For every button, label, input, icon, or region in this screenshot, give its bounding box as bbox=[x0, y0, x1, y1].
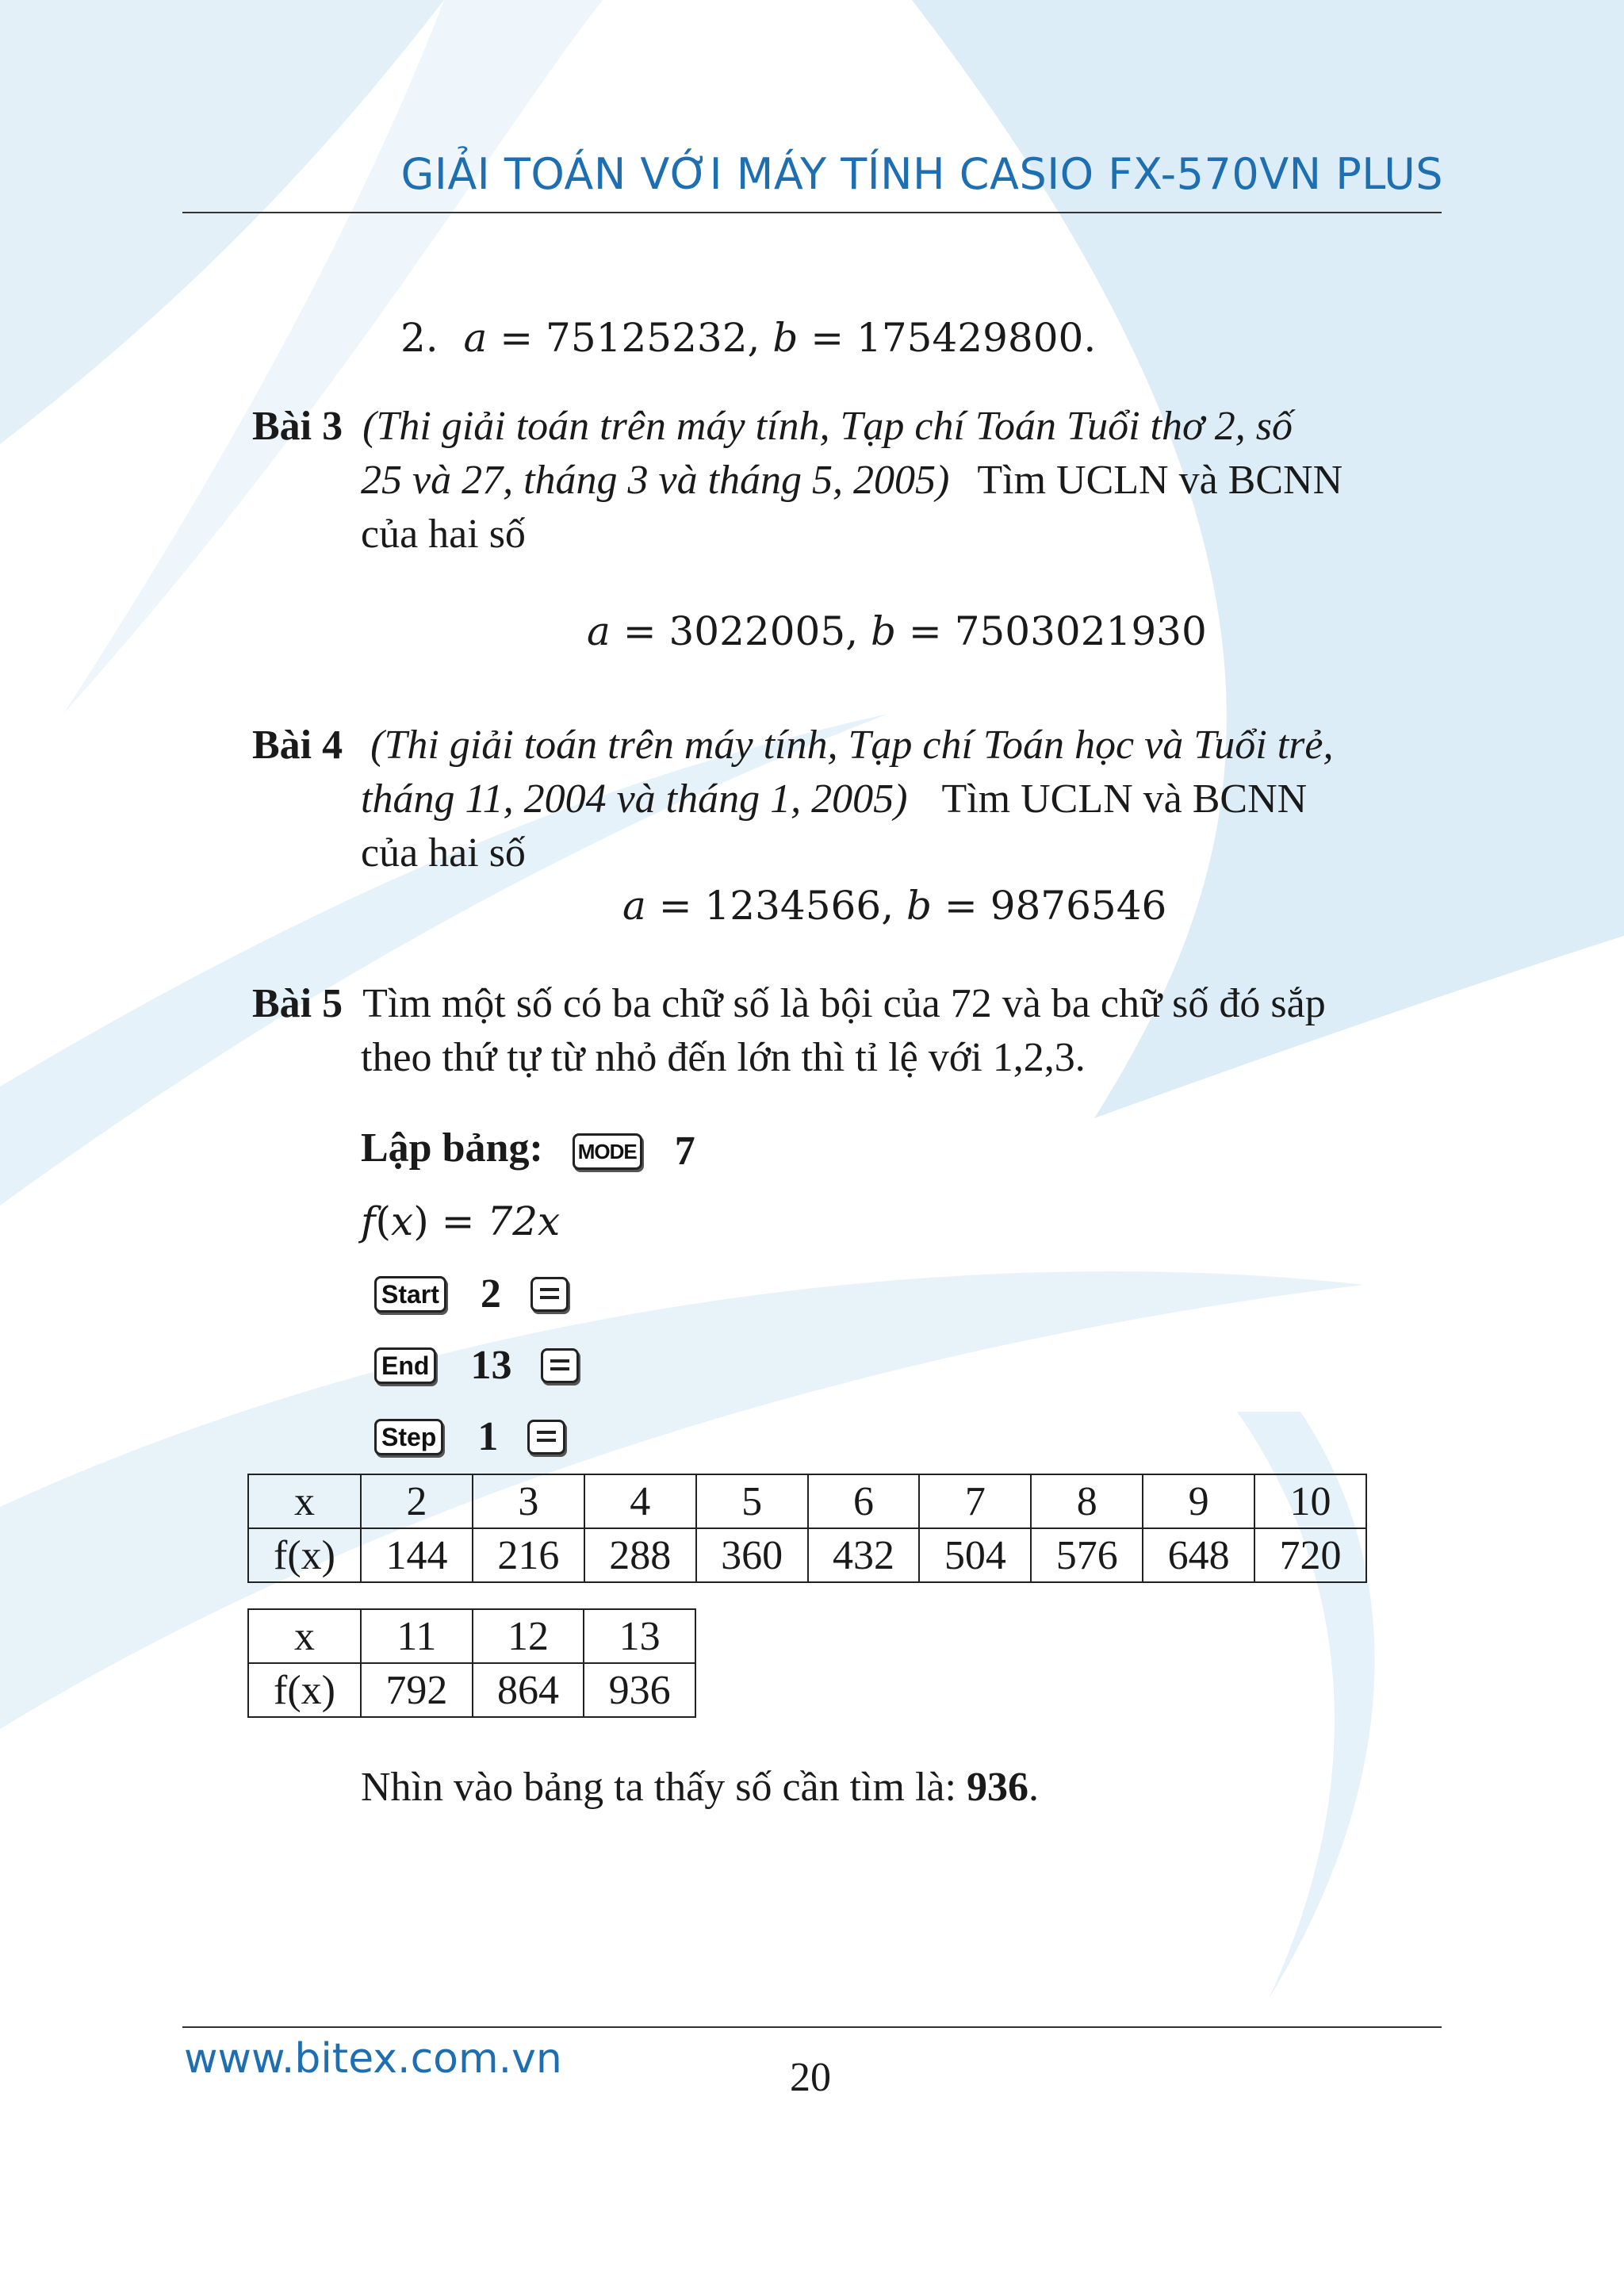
step-key-icon: Step bbox=[374, 1419, 443, 1455]
table-cell: 11 bbox=[361, 1609, 473, 1663]
table-cell: 8 bbox=[1031, 1474, 1143, 1528]
bai3-formula: a = 3022005, b = 7503021930 bbox=[587, 608, 1207, 654]
start-key-icon: Start bbox=[374, 1276, 446, 1313]
table-cell: 432 bbox=[808, 1528, 920, 1582]
bai3-a: 3022005 bbox=[668, 608, 846, 654]
table-row bbox=[248, 1609, 695, 1663]
table-row bbox=[248, 1663, 695, 1717]
table-cell: 864 bbox=[473, 1663, 584, 1717]
footer-rule bbox=[182, 2026, 1442, 2028]
conclusion-answer: 936 bbox=[966, 1765, 1028, 1810]
bai5-text-1: Tìm một số có ba chữ số là bội của 72 và ba chữ số đó sắp bbox=[362, 981, 1326, 1026]
bai3-label: Bài 3 bbox=[252, 404, 343, 449]
footer-url-link[interactable]: www.bitex.com.vn bbox=[184, 2035, 562, 2083]
bai3-source-2: 25 và 27, tháng 3 và tháng 5, 2005) bbox=[361, 458, 950, 503]
item-2-a: 75125232 bbox=[546, 315, 748, 361]
step-start bbox=[374, 1264, 569, 1321]
conclusion bbox=[361, 1761, 1039, 1815]
bai4-line1 bbox=[252, 719, 1333, 772]
table-cell: 360 bbox=[696, 1528, 808, 1582]
table-cell: 2 bbox=[361, 1474, 473, 1528]
step-value: 1 bbox=[477, 1414, 499, 1460]
table-cell: 9 bbox=[1143, 1474, 1254, 1528]
table-row bbox=[248, 1474, 1366, 1528]
mode-value: 7 bbox=[674, 1129, 695, 1175]
table-cell: 3 bbox=[473, 1474, 584, 1528]
bai4-source-2: tháng 11, 2004 và tháng 1, 2005) bbox=[361, 776, 908, 822]
value-table-2 bbox=[247, 1608, 696, 1718]
bai4-task-2: của hai số bbox=[361, 830, 526, 876]
table-cell: 13 bbox=[584, 1609, 695, 1663]
bai3-task-1: Tìm UCLN và BCNN bbox=[977, 458, 1343, 503]
step-function: f(x) = 72x bbox=[361, 1198, 561, 1244]
table-cell: 144 bbox=[361, 1528, 473, 1582]
bai4-b: 9876546 bbox=[990, 883, 1167, 929]
table-cell: 576 bbox=[1031, 1528, 1143, 1582]
bai4-label: Bài 4 bbox=[252, 723, 343, 768]
table-cell: 792 bbox=[361, 1663, 473, 1717]
step-lap-bang bbox=[361, 1121, 695, 1179]
table-cell: x bbox=[248, 1609, 361, 1663]
value-table-1 bbox=[247, 1474, 1367, 1583]
bai4-task-1: Tìm UCLN và BCNN bbox=[941, 776, 1308, 822]
table-cell: 288 bbox=[584, 1528, 696, 1582]
table-cell: 720 bbox=[1254, 1528, 1366, 1582]
table-cell: x bbox=[248, 1474, 361, 1528]
page-number: 20 bbox=[790, 2055, 831, 2100]
function-expression: 72x bbox=[487, 1198, 561, 1244]
item-2-label: 2. bbox=[400, 315, 439, 361]
conclusion-text: Nhìn vào bảng ta thấy số cần tìm là: bbox=[361, 1765, 956, 1810]
equals-key-icon bbox=[527, 1420, 565, 1455]
step-end bbox=[374, 1336, 579, 1393]
end-key-icon: End bbox=[374, 1347, 436, 1384]
conclusion-end: . bbox=[1028, 1765, 1039, 1810]
bai3-b: 7503021930 bbox=[954, 608, 1207, 654]
header-rule bbox=[182, 212, 1442, 213]
table-cell: 648 bbox=[1143, 1528, 1254, 1582]
table-cell: 936 bbox=[584, 1663, 695, 1717]
table-cell: 12 bbox=[473, 1609, 584, 1663]
table-cell: 10 bbox=[1254, 1474, 1366, 1528]
item-2-b: 175429800 bbox=[856, 315, 1084, 361]
bai3-line2 bbox=[361, 454, 1342, 508]
bai4-source-1: (Thi giải toán trên máy tính, Tạp chí Toán học và Tuổi trẻ, bbox=[370, 723, 1334, 768]
equals-key-icon bbox=[541, 1348, 579, 1383]
header-title: GIẢI TOÁN VỚI MÁY TÍNH CASIO FX-570VN PLUS bbox=[400, 149, 1443, 199]
table-cell: 5 bbox=[696, 1474, 808, 1528]
bai3-line1 bbox=[252, 400, 1293, 454]
bai5-label: Bài 5 bbox=[252, 981, 343, 1026]
table-row bbox=[248, 1528, 1366, 1582]
table-cell: 4 bbox=[584, 1474, 696, 1528]
bai3-task-2: của hai số bbox=[361, 512, 526, 557]
bai4-a: 1234566 bbox=[704, 883, 882, 929]
bai3-source-1: (Thi giải toán trên máy tính, Tạp chí Toán Tuổi thơ 2, số bbox=[362, 404, 1293, 449]
bai4-line2 bbox=[361, 772, 1307, 826]
item-2: 2. a = 75125232, b = 175429800. bbox=[400, 315, 1097, 361]
table-cell: 216 bbox=[473, 1528, 584, 1582]
step-step bbox=[374, 1407, 565, 1464]
bai4-formula: a = 1234566, b = 9876546 bbox=[622, 883, 1167, 929]
table-cell: f(x) bbox=[248, 1528, 361, 1582]
bai5-text-2: theo thứ tự từ nhỏ đến lớn thì tỉ lệ với 1,2,3. bbox=[361, 1035, 1086, 1080]
table-cell: 7 bbox=[919, 1474, 1031, 1528]
table-cell: 504 bbox=[919, 1528, 1031, 1582]
lap-bang-label: Lập bảng: bbox=[361, 1125, 543, 1171]
start-value: 2 bbox=[480, 1271, 501, 1317]
table-cell: 6 bbox=[808, 1474, 920, 1528]
equals-key-icon bbox=[530, 1277, 569, 1312]
mode-key-icon: MODE bbox=[573, 1133, 642, 1170]
table-cell: f(x) bbox=[248, 1663, 361, 1717]
end-value: 13 bbox=[470, 1343, 512, 1389]
bai5-line1 bbox=[252, 977, 1326, 1031]
